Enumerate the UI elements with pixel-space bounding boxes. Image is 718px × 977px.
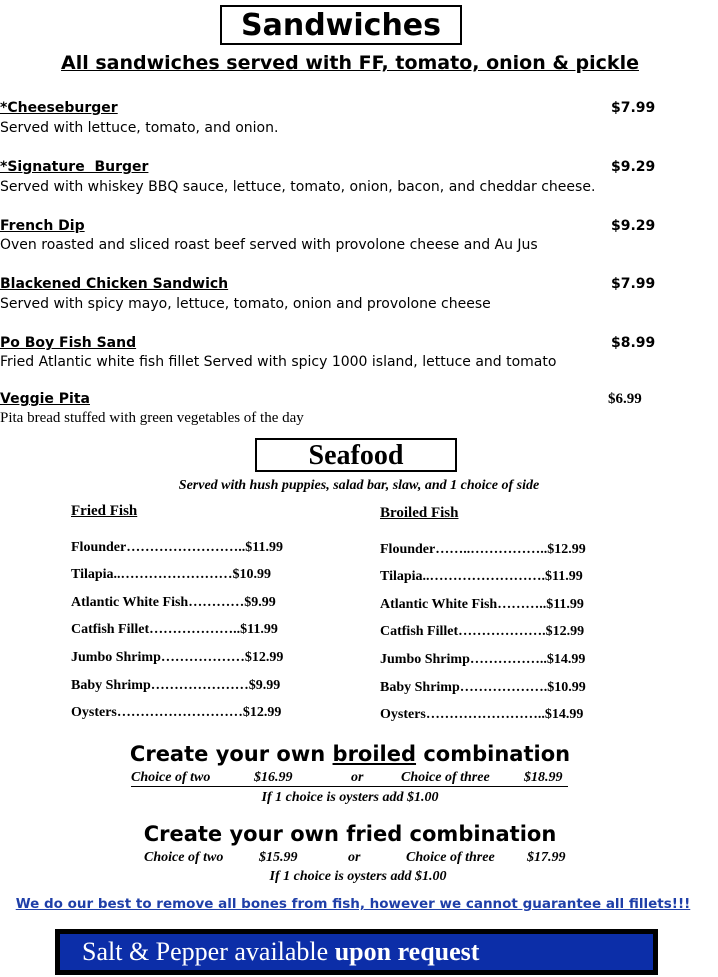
broiled-choice-three: Choice of three bbox=[401, 770, 490, 785]
bones-note: We do our best to remove all bones from fish, however we cannot guarantee all fillets!!! bbox=[15, 896, 691, 912]
broiled-combo-prices bbox=[131, 770, 568, 787]
fried-fish-item: Jumbo Shrimp………………$12.99 bbox=[71, 650, 284, 665]
fried-fish-item: Catfish Fillet………………..$11.99 bbox=[71, 622, 278, 637]
sandwich-description: Served with lettuce, tomato, and onion. bbox=[0, 120, 279, 136]
salt-pepper-banner bbox=[55, 929, 658, 975]
fried-fish-item: Flounder……………………..$11.99 bbox=[71, 540, 283, 555]
fried-fish-item: Oysters………………………$12.99 bbox=[71, 705, 282, 720]
fried-fish-heading: Fried Fish bbox=[71, 503, 138, 519]
sandwich-price: $7.99 bbox=[611, 276, 656, 292]
banner-text-regular: Salt & Pepper available bbox=[82, 937, 335, 966]
fried-or: or bbox=[348, 850, 361, 865]
broiled-fish-item: Baby Shrimp……………….$10.99 bbox=[380, 680, 586, 695]
fried-fish-item: Tilapia..……………………$10.99 bbox=[71, 567, 272, 582]
fried-fish-item: Baby Shrimp…………………$9.99 bbox=[71, 678, 281, 693]
broiled-fish-item: Catfish Fillet……………….$12.99 bbox=[380, 624, 585, 639]
sandwich-name: *Cheeseburger bbox=[0, 100, 118, 116]
fried-choice-three: Choice of three bbox=[406, 850, 495, 865]
broiled-fish-heading: Broiled Fish bbox=[380, 505, 459, 521]
broiled-combo-title bbox=[0, 742, 700, 766]
sandwiches-subtitle: All sandwiches served with FF, tomato, onion & pickle bbox=[61, 52, 639, 74]
banner-text-bold: upon request bbox=[334, 937, 480, 966]
sandwich-description: Served with whiskey BBQ sauce, lettuce, tomato, onion, bacon, and cheddar cheese. bbox=[0, 179, 596, 195]
broiled-price-two: $16.99 bbox=[254, 770, 293, 785]
sandwiches-title: Sandwiches bbox=[220, 5, 462, 45]
fried-choice-two: Choice of two bbox=[144, 850, 224, 865]
broiled-fish-item: Flounder……..……………..$12.99 bbox=[380, 542, 586, 557]
broiled-price-three: $18.99 bbox=[524, 770, 563, 785]
sandwich-description: Pita bread stuffed with green vegetables of the day bbox=[0, 410, 304, 426]
sandwich-name: Po Boy Fish Sand bbox=[0, 335, 137, 351]
fried-oyster-note: If 1 choice is oysters add $1.00 bbox=[269, 869, 447, 884]
fried-combo-prices bbox=[144, 850, 574, 866]
sandwich-description: Fried Atlantic white fish fillet Served with spicy 1000 island, lettuce and tomato bbox=[0, 354, 557, 370]
sandwich-name: *Signature Burger bbox=[0, 159, 149, 175]
fried-price-two: $15.99 bbox=[259, 850, 298, 865]
sandwich-price: $7.99 bbox=[611, 100, 656, 116]
sandwich-name: Blackened Chicken Sandwich bbox=[0, 276, 229, 292]
fried-fish-item: Atlantic White Fish…………$9.99 bbox=[71, 595, 276, 610]
broiled-fish-item: Oysters……………………..$14.99 bbox=[380, 707, 584, 722]
broiled-fish-item: Jumbo Shrimp……………..$14.99 bbox=[380, 652, 586, 667]
sandwich-price: $9.29 bbox=[611, 159, 656, 175]
sandwich-price: $9.29 bbox=[611, 218, 656, 234]
broiled-fish-item: Atlantic White Fish………..$11.99 bbox=[380, 597, 584, 612]
broiled-combo-title-post: combination bbox=[416, 742, 571, 766]
seafood-subtitle: Served with hush puppies, salad bar, slaw, and 1 choice of side bbox=[178, 478, 540, 493]
sandwich-name: Veggie Pita bbox=[0, 391, 90, 407]
broiled-or: or bbox=[351, 770, 364, 785]
sandwich-description: Oven roasted and sliced roast beef served with provolone cheese and Au Jus bbox=[0, 237, 538, 253]
seafood-title: Seafood bbox=[255, 438, 457, 472]
fried-price-three: $17.99 bbox=[527, 850, 566, 865]
broiled-combo-title-emph: broiled bbox=[332, 742, 417, 766]
broiled-combo-title-pre: Create your own bbox=[129, 742, 333, 766]
broiled-choice-two: Choice of two bbox=[131, 770, 211, 785]
sandwich-name: French Dip bbox=[0, 218, 85, 234]
broiled-oyster-note: If 1 choice is oysters add $1.00 bbox=[261, 790, 439, 805]
sandwich-price: $6.99 bbox=[608, 391, 642, 407]
fried-combo-title: Create your own fried combination bbox=[143, 822, 557, 846]
broiled-fish-item: Tilapia..…………………….$11.99 bbox=[380, 569, 583, 584]
sandwich-price: $8.99 bbox=[611, 335, 656, 351]
sandwich-description: Served with spicy mayo, lettuce, tomato, onion and provolone cheese bbox=[0, 296, 491, 312]
